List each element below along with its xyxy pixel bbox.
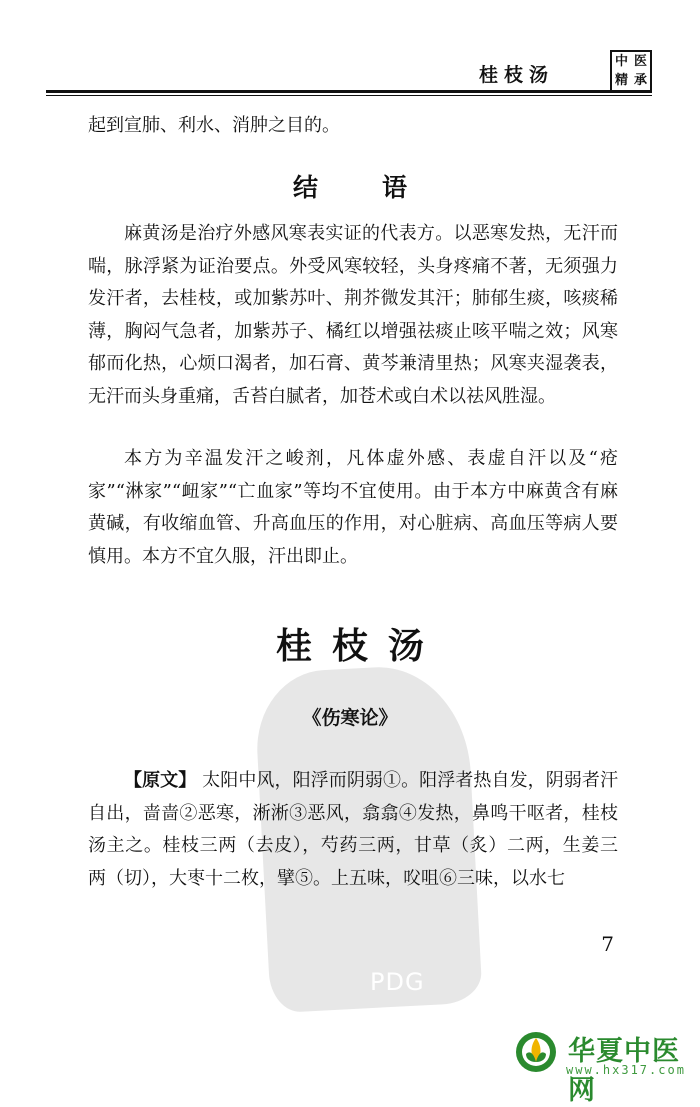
series-logo-char: 中 xyxy=(614,54,628,69)
paragraph-caution: 本方为辛温发汗之峻剂，凡体虚外感、表虚自汗以及“疮家”“淋家”“衄家”“亡血家”等均不宜使用。由于本方中麻黄含有麻黄碱，有收缩血管、升高血压的作用，对心脏病、高血压等病人要慎用。本方不宜久服，汗出即止。 xyxy=(88,448,618,567)
series-logo-char: 承 xyxy=(633,73,647,88)
paragraph-continuation: 起到宣肺、利水、消肿之目的。 xyxy=(88,115,340,136)
series-logo-char: 医 xyxy=(633,54,647,69)
watermark-text: PDG xyxy=(370,968,425,996)
section-heading: 结语 xyxy=(292,173,471,202)
site-name: 华夏中医网 xyxy=(568,1036,680,1106)
header-rule xyxy=(46,90,652,93)
series-logo xyxy=(610,50,652,92)
paragraph-summary: 麻黄汤是治疗外感风寒表实证的代表方。以恶寒发热，无汗而喘，脉浮紧为证治要点。外受风寒较轻，头身疼痛不著，无须强力发汗者，去桂枝，或加紫苏叶、荆芥微发其汗；肺郁生痰，咳痰稀薄，胸闷气急者，加紫苏子、橘红以增强祛痰止咳平喘之效；风寒郁而化热，心烦口渴者，加石膏、黄芩兼清里热；风寒夹湿袭表，无汗而头身重痛，舌苔白腻者，加苍术或白术以祛风胜湿。 xyxy=(88,223,618,407)
page-number: 7 xyxy=(601,932,614,956)
site-logo xyxy=(508,1028,694,1106)
paragraph-original-text xyxy=(88,765,618,895)
site-url: www.hx317.com xyxy=(566,1063,686,1077)
original-text-body: 太阳中风，阳浮而阴弱①。阳浮者热自发，阴弱者汗自出，啬啬②恶寒，淅淅③恶风，翕翕④发热，鼻鸣干呕者，桂枝汤主之。桂枝三两（去皮），芍药三两，甘草（炙）二两，生姜三两（切），大枣十二枚，擘⑤。上五味，㕮咀⑥三味，以水七 xyxy=(88,770,618,889)
source-title: 《伤寒论》 xyxy=(302,707,398,729)
series-logo-char: 精 xyxy=(614,73,628,88)
running-title: 桂枝汤 xyxy=(478,64,554,86)
header-rule-thin xyxy=(46,95,652,96)
lotus-icon xyxy=(514,1028,558,1076)
formula-title: 桂枝汤 xyxy=(275,626,444,667)
running-header xyxy=(46,30,652,92)
original-text-label: 【原文】 xyxy=(124,770,197,791)
